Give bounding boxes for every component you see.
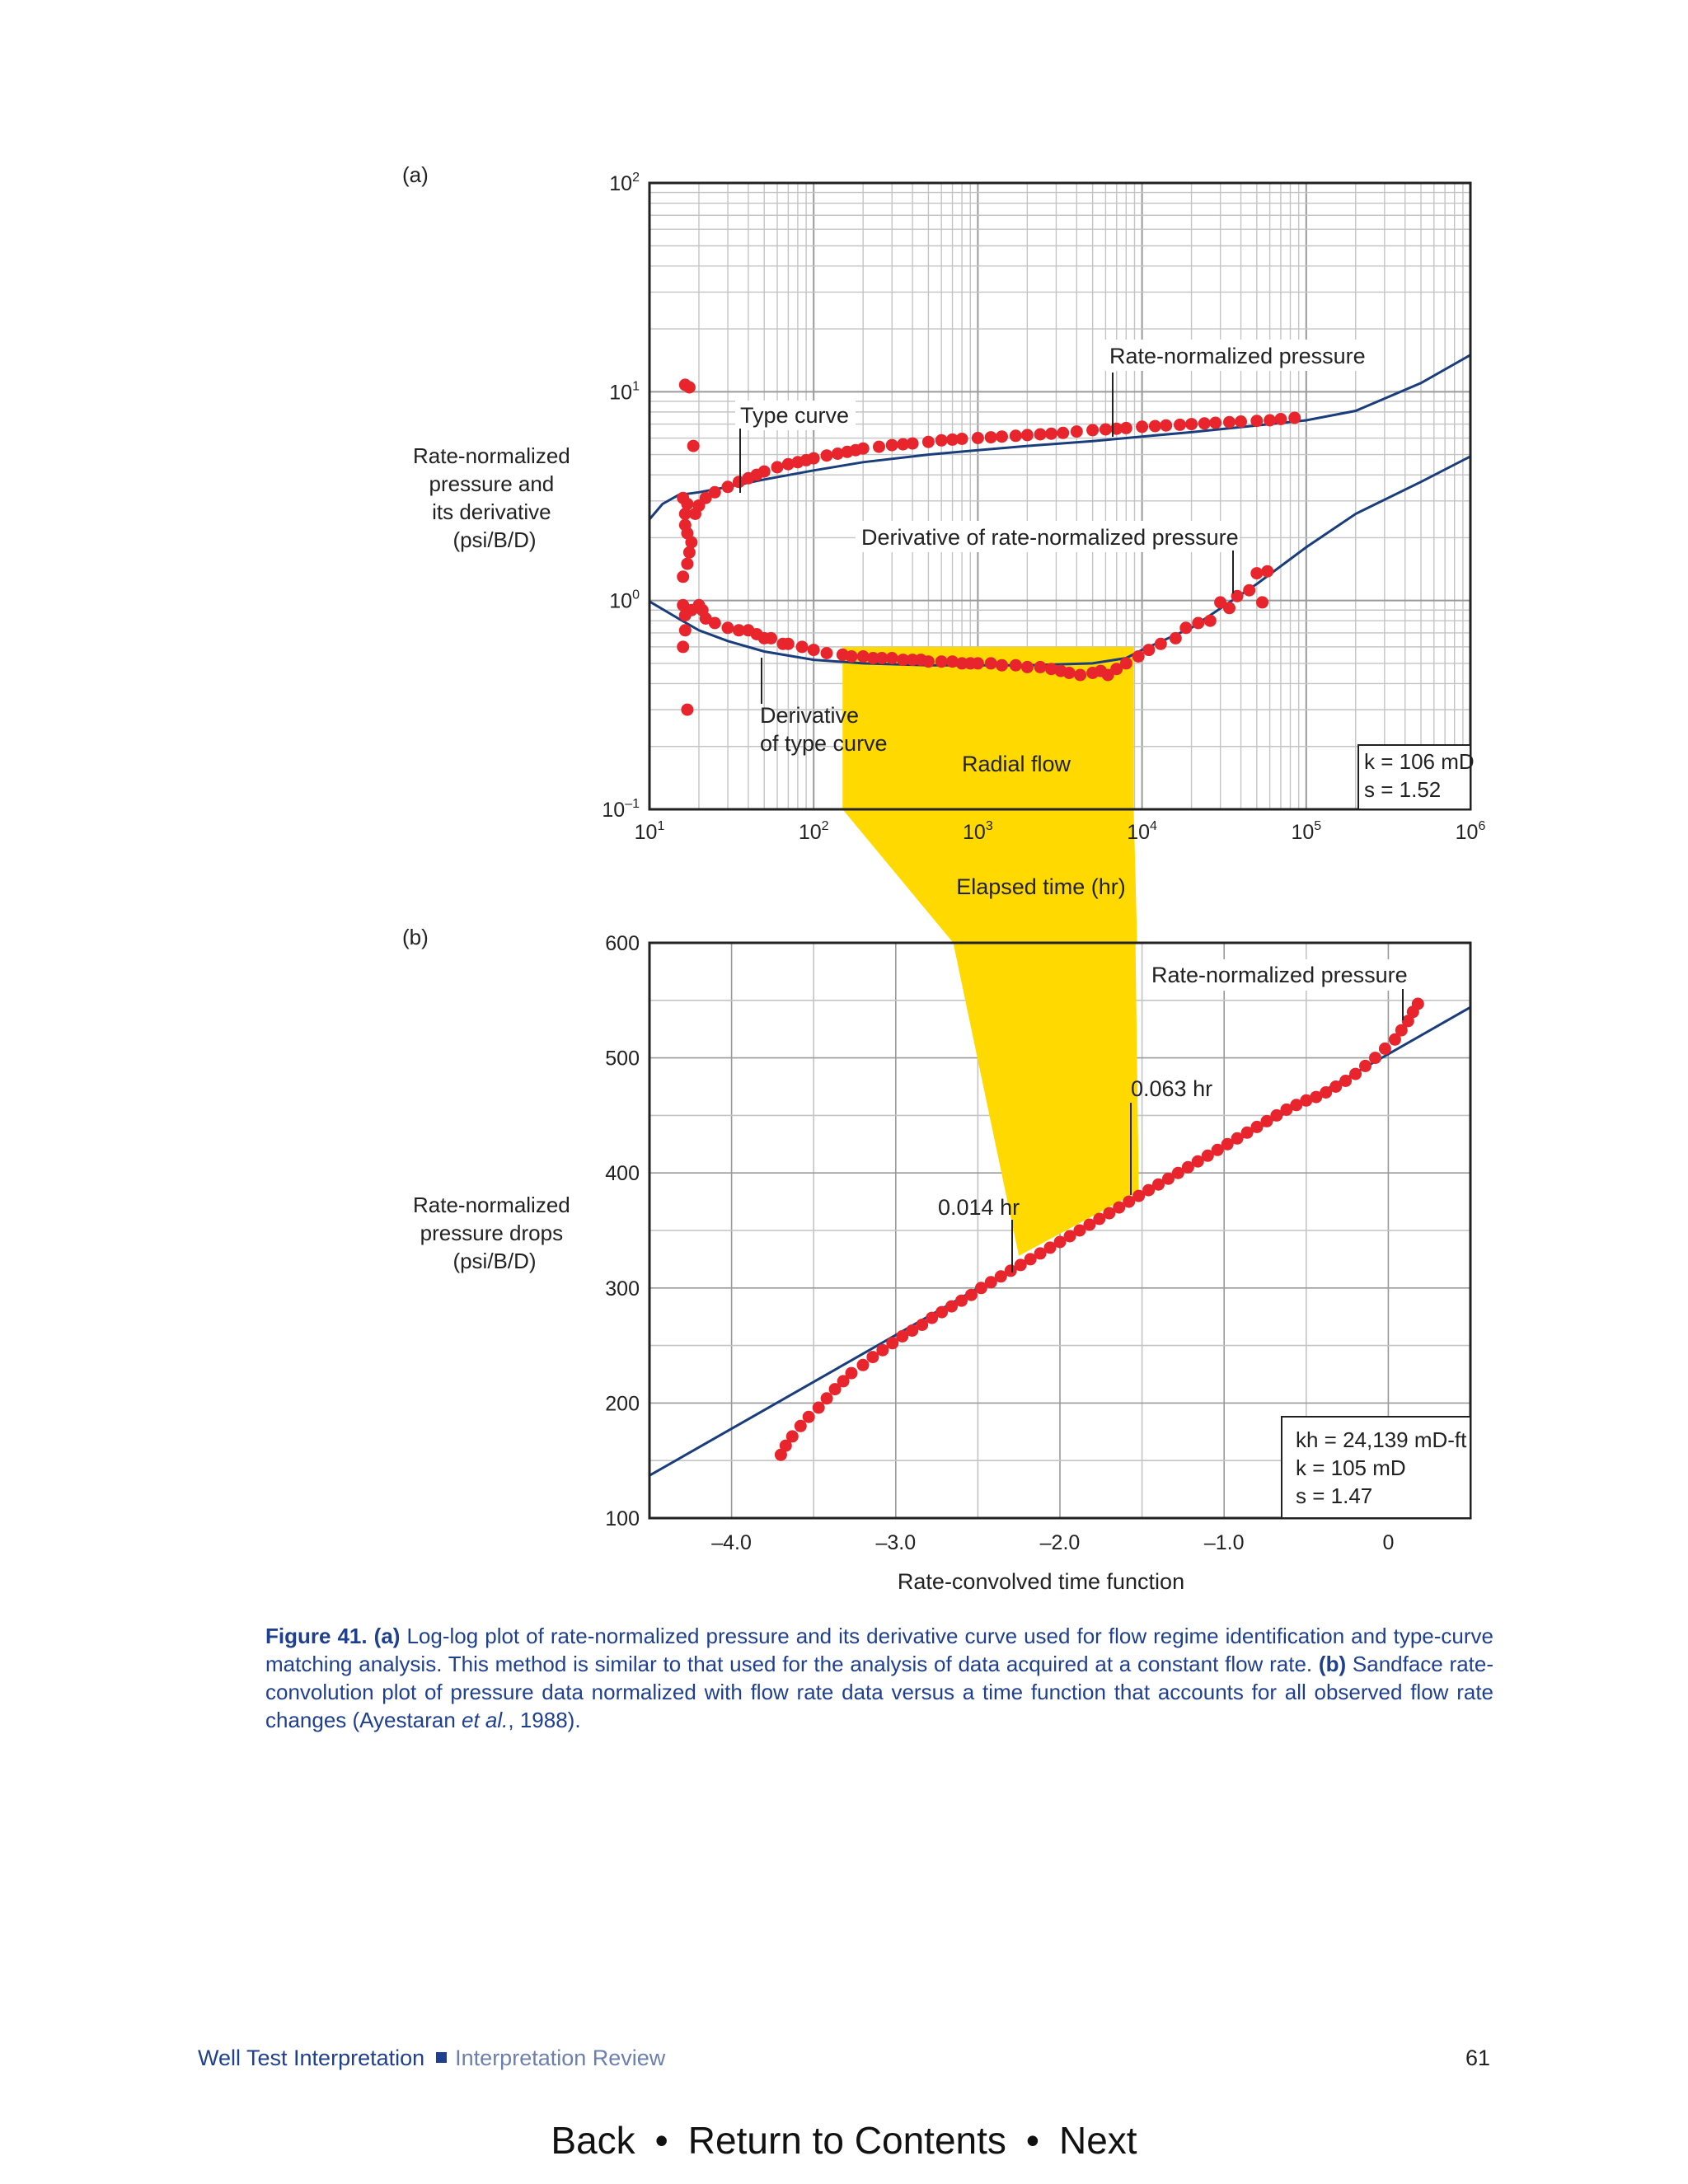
caption-figure-label: Figure 41. bbox=[265, 1624, 368, 1648]
panel-a bbox=[402, 162, 1485, 899]
pressure-data-point bbox=[1136, 420, 1148, 433]
pressure-drop-point bbox=[786, 1430, 799, 1442]
x-axis-label-a: Elapsed time (hr) bbox=[956, 874, 1126, 899]
derivative-data-point bbox=[1261, 565, 1273, 578]
derivative-data-point bbox=[996, 659, 1008, 672]
y-tick-label-a: $10^2$ bbox=[609, 171, 640, 195]
pressure-drop-point bbox=[1359, 1060, 1372, 1072]
derivative-data-point bbox=[1120, 657, 1132, 669]
pressure-data-point bbox=[722, 480, 734, 493]
derivative-data-point bbox=[796, 640, 809, 653]
param-k-a: k = 106 mD bbox=[1364, 749, 1475, 774]
x-tick-label-a: $10^4$ bbox=[1127, 819, 1157, 844]
y-axis-label-b: Rate-normalized pressure drops (psi/B/D) bbox=[413, 1193, 570, 1273]
caption-a-label: (a) bbox=[373, 1624, 401, 1648]
pressure-data-point bbox=[1160, 419, 1172, 432]
param-kh-b: kh = 24,139 mD-ft bbox=[1296, 1427, 1467, 1452]
x-tick-label-b: –1.0 bbox=[1203, 1531, 1245, 1554]
pressure-data-point bbox=[1071, 425, 1083, 438]
pressure-data-point bbox=[886, 439, 898, 452]
pressure-drop-point bbox=[821, 1392, 833, 1404]
y-tick-label-b: 100 bbox=[605, 1507, 640, 1530]
derivative-data-point bbox=[821, 647, 833, 659]
x-tick-label-b: –4.0 bbox=[711, 1531, 752, 1554]
caption-a-text: Log-log plot of rate-normalized pressure and its derivative curve used for flow regime identification and type-curve matching analysis. This method is similar to that used for the analysis of data acquired at a constant flow rate. bbox=[265, 1624, 1493, 1676]
pressure-drop-point bbox=[1412, 998, 1424, 1010]
y-tick-label-a: $10^1$ bbox=[609, 379, 640, 405]
pressure-data-point bbox=[985, 431, 997, 443]
panel-a-label: (a) bbox=[402, 162, 429, 187]
pressure-data-point bbox=[681, 558, 693, 570]
x-tick-label-a: $10^1$ bbox=[634, 819, 665, 844]
pressure-data-point bbox=[1149, 420, 1161, 433]
pressure-data-point bbox=[1223, 416, 1236, 429]
y-tick-label-b: 600 bbox=[605, 932, 640, 955]
x-axis-label-b: Rate-convolved time function bbox=[897, 1569, 1185, 1594]
back-link[interactable]: Back bbox=[551, 2119, 635, 2162]
bullet-separator-icon: • bbox=[654, 2119, 668, 2162]
y-tick-label-b: 300 bbox=[605, 1277, 640, 1301]
time-label-0014: 0.014 hr bbox=[938, 1195, 1020, 1220]
figure-caption bbox=[265, 1622, 1493, 1734]
x-tick-label-b: –2.0 bbox=[1039, 1531, 1081, 1554]
pressure-drop-point bbox=[857, 1359, 870, 1371]
footer-running-title bbox=[198, 2046, 665, 2071]
caption-b-text: Sandface rate-convolution plot of pressure data normalized with flow rate data versus a time function that accounts for all observed flow rate changes (Ayestaran bbox=[265, 1652, 1493, 1732]
pressure-data-point bbox=[758, 466, 771, 478]
y-tick-label-a: $10^0$ bbox=[609, 588, 640, 613]
pressure-data-point bbox=[709, 486, 721, 499]
derivative-data-point bbox=[846, 650, 858, 663]
derivative-data-point bbox=[709, 617, 721, 630]
x-tick-label-a: $10^2$ bbox=[798, 819, 829, 844]
next-link[interactable]: Next bbox=[1059, 2119, 1137, 2162]
page-number: 61 bbox=[1465, 2046, 1491, 2070]
derivative-data-point bbox=[1170, 632, 1182, 644]
derivative-data-point bbox=[808, 644, 820, 656]
pressure-data-point bbox=[907, 438, 919, 450]
page-navigation bbox=[0, 2118, 1688, 2163]
derivative-data-point bbox=[1063, 667, 1076, 679]
derivative-data-point bbox=[1204, 615, 1217, 627]
pressure-data-point bbox=[935, 434, 948, 447]
pressure-data-point bbox=[1235, 415, 1247, 428]
derivative-data-point bbox=[1256, 596, 1268, 608]
derivative-data-point bbox=[985, 657, 997, 669]
panel-b-label: (b) bbox=[402, 925, 429, 949]
pressure-data-point bbox=[687, 440, 700, 452]
derivative-data-point bbox=[1132, 650, 1145, 663]
derivative-data-point bbox=[1155, 638, 1167, 650]
y-tick-label-b: 400 bbox=[605, 1162, 640, 1186]
type-curve-label: Type curve bbox=[740, 403, 850, 428]
pressure-data-point bbox=[956, 433, 968, 445]
derivative-data-point bbox=[972, 657, 984, 669]
derivative-type-curve-label: Derivative of type curve bbox=[760, 703, 888, 756]
pressure-drop-point bbox=[813, 1402, 825, 1414]
pressure-drop-point bbox=[846, 1367, 858, 1380]
pressure-data-point bbox=[996, 430, 1008, 443]
derivative-data-point bbox=[1074, 669, 1086, 682]
x-tick-label-a: $10^5$ bbox=[1291, 819, 1322, 844]
x-tick-label-b: –3.0 bbox=[875, 1531, 917, 1554]
pressure-data-point bbox=[1010, 429, 1022, 442]
pressure-data-point bbox=[1021, 429, 1034, 441]
pressure-data-point bbox=[1057, 427, 1069, 439]
x-tick-label-a: $10^3$ bbox=[963, 819, 993, 844]
pressure-data-point bbox=[771, 461, 784, 473]
radial-flow-label: Radial flow bbox=[962, 752, 1071, 776]
derivative-label-a: Derivative of rate-normalized pressure bbox=[861, 525, 1239, 550]
derivative-data-point bbox=[1223, 602, 1236, 614]
footer-title: Well Test Interpretation bbox=[198, 2046, 425, 2070]
pressure-drop-point bbox=[1369, 1052, 1381, 1064]
pressure-data-point bbox=[972, 432, 984, 444]
derivative-data-point bbox=[886, 652, 898, 664]
derivative-data-point bbox=[679, 624, 692, 636]
param-s-a: s = 1.52 bbox=[1364, 777, 1442, 802]
derivative-data-point bbox=[765, 632, 777, 644]
pressure-data-point bbox=[821, 449, 833, 462]
derivative-data-point bbox=[1034, 661, 1047, 673]
derivative-data-point bbox=[681, 704, 693, 716]
pressure-data-point bbox=[1288, 412, 1301, 424]
derivative-data-point bbox=[1010, 659, 1022, 672]
caption-etal: et al. bbox=[462, 1708, 509, 1732]
pressure-data-point bbox=[808, 452, 820, 465]
pressure-data-point bbox=[873, 441, 885, 453]
derivative-data-point bbox=[922, 655, 935, 668]
pressure-data-point bbox=[1185, 418, 1198, 430]
y-axis-label-a: Rate-normalized pressure and its derivative (psi/B/D) bbox=[413, 443, 570, 552]
pressure-data-point bbox=[677, 492, 689, 504]
pressure-data-point bbox=[1198, 417, 1211, 429]
square-bullet-icon bbox=[436, 2052, 447, 2063]
pressure-data-point bbox=[679, 378, 692, 391]
pressure-label-b: Rate-normalized pressure bbox=[1151, 963, 1408, 987]
pressure-drop-point bbox=[1349, 1068, 1362, 1080]
derivative-data-point bbox=[1142, 644, 1155, 656]
pressure-data-point bbox=[1209, 417, 1221, 429]
panel-b bbox=[402, 925, 1470, 1594]
pressure-data-point bbox=[1086, 424, 1099, 436]
return-to-contents-link[interactable]: Return to Contents bbox=[687, 2119, 1006, 2162]
footer-section: Interpretation Review bbox=[455, 2046, 666, 2070]
caption-year: , 1988). bbox=[508, 1708, 581, 1732]
y-tick-label-a: $10^{-1}$ bbox=[602, 797, 640, 822]
derivative-data-point bbox=[935, 655, 948, 668]
bullet-separator-icon: • bbox=[1025, 2119, 1039, 2162]
pressure-drop-point bbox=[1379, 1043, 1391, 1055]
derivative-data-point bbox=[782, 638, 795, 650]
pressure-data-point bbox=[1100, 424, 1112, 436]
pressure-data-point bbox=[1274, 413, 1287, 425]
pressure-drop-point bbox=[803, 1411, 815, 1423]
pressure-data-point bbox=[1120, 422, 1132, 434]
pressure-data-point bbox=[1174, 419, 1186, 431]
caption-b-label: (b) bbox=[1318, 1652, 1347, 1676]
pressure-data-point bbox=[922, 436, 935, 448]
derivative-data-point bbox=[1021, 661, 1034, 673]
pressure-data-point bbox=[857, 443, 870, 455]
pressure-data-point bbox=[1264, 415, 1276, 427]
pressure-data-point bbox=[677, 570, 689, 583]
pressure-label-a: Rate-normalized pressure bbox=[1109, 344, 1366, 368]
x-tick-label-b: 0 bbox=[1382, 1531, 1395, 1554]
pressure-data-point bbox=[1034, 429, 1047, 441]
derivative-data-point bbox=[1243, 584, 1255, 597]
derivative-data-point bbox=[1192, 617, 1204, 630]
derivative-data-point bbox=[1250, 567, 1263, 579]
param-s-b: s = 1.47 bbox=[1296, 1483, 1373, 1508]
pressure-data-point bbox=[679, 519, 692, 532]
derivative-data-point bbox=[1179, 621, 1192, 634]
derivative-data-point bbox=[722, 621, 734, 634]
x-tick-label-a: $10^6$ bbox=[1455, 819, 1486, 844]
time-label-0063: 0.063 hr bbox=[1131, 1076, 1213, 1101]
pressure-data-point bbox=[1045, 428, 1057, 440]
param-k-b: k = 105 mD bbox=[1296, 1455, 1406, 1480]
y-tick-label-b: 200 bbox=[605, 1392, 640, 1416]
pressure-data-point bbox=[1250, 415, 1263, 427]
y-tick-label-b: 500 bbox=[605, 1047, 640, 1071]
derivative-data-point bbox=[677, 640, 689, 653]
